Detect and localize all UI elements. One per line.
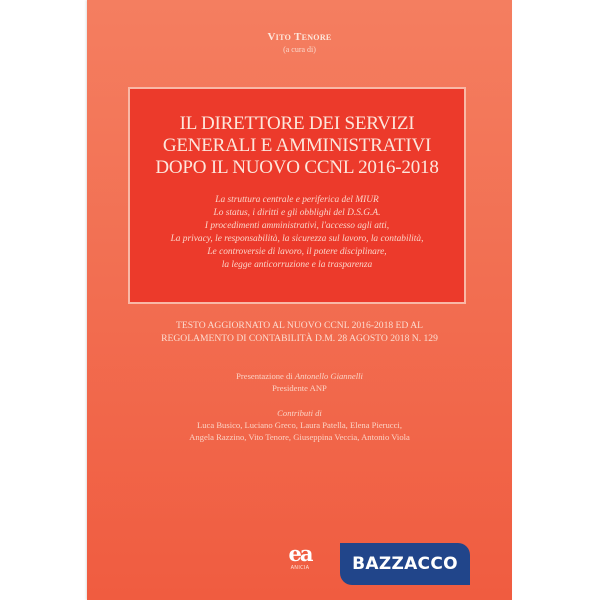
subtitle-line-6: la legge anticorruzione e la trasparenza bbox=[221, 260, 373, 270]
seller-badge-label: BAZZACCO bbox=[352, 554, 458, 574]
author-name: Vito Tenore bbox=[267, 31, 332, 43]
subtitle-line-2: Lo status, i diritti e gli obblighi del D.S.G.A. bbox=[213, 208, 381, 218]
subtitle-line-1: La struttura centrale e periferica del MIUR bbox=[215, 195, 379, 205]
title-line-3: DOPO IL NUOVO CCNL 2016-2018 bbox=[155, 157, 439, 178]
seller-badge bbox=[340, 543, 470, 585]
contributors-label: Contributi di bbox=[277, 408, 322, 418]
contributors-line-2: Angela Razzino, Vito Tenore, Giuseppina Veccia, Antonio Viola bbox=[189, 432, 410, 442]
curator-note: (a cura di) bbox=[283, 45, 316, 54]
book-cover bbox=[87, 0, 512, 600]
title-box bbox=[128, 87, 466, 304]
presentation-line bbox=[87, 371, 512, 381]
presenter-role: Presidente ANP bbox=[272, 383, 327, 393]
update-line-2: REGOLAMENTO DI CONTABILITÀ D.M. 28 AGOSTO 2018 N. 129 bbox=[161, 333, 438, 344]
presentation-prefix: Presentazione di bbox=[236, 371, 295, 381]
subtitle-line-3: I procedimenti amministrativi, l'accesso agli atti, bbox=[204, 221, 390, 231]
contributors-line-1: Luca Busico, Luciano Greco, Laura Patella, Elena Pierucci, bbox=[197, 420, 402, 430]
presenter-name: Antonello Giannelli bbox=[294, 371, 363, 381]
title-line-2: GENERALI E AMMINISTRATIVI bbox=[162, 135, 432, 156]
title-line-1: IL DIRETTORE DEI SERVIZI bbox=[179, 113, 415, 134]
subtitle-line-5: Le controversie di lavoro, il potere disciplinare, bbox=[207, 247, 387, 257]
publisher-name: ANICIA bbox=[290, 565, 310, 571]
update-line-1: TESTO AGGIORNATO AL NUOVO CCNL 2016-2018 ED AL bbox=[175, 320, 424, 331]
publisher-logo bbox=[283, 541, 317, 578]
publisher-logo-mark: ea bbox=[288, 541, 312, 566]
subtitle-line-4: La privacy, le responsabilità, la sicurezza sul lavoro, la contabilità, bbox=[170, 234, 424, 244]
